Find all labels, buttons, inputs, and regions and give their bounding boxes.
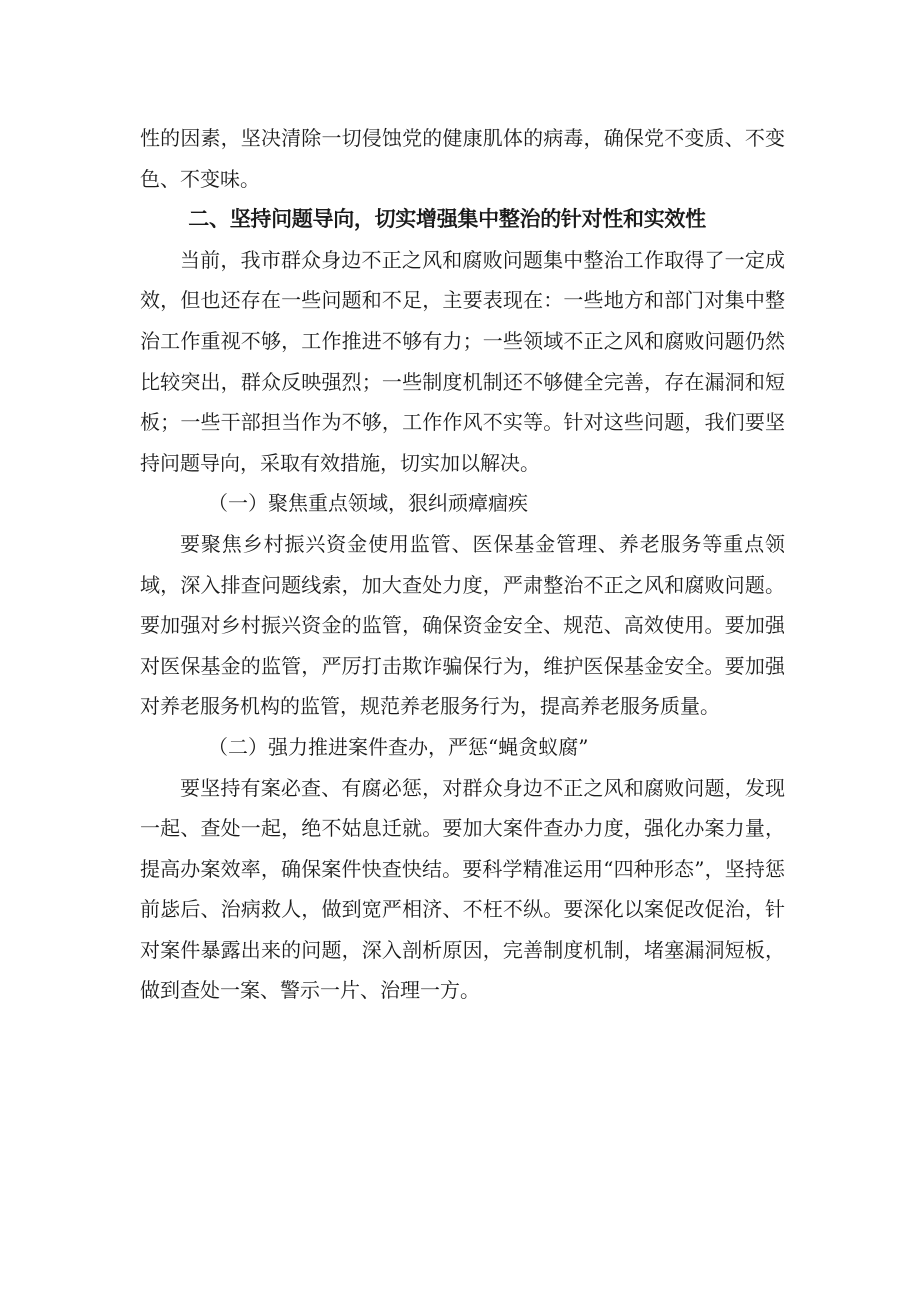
paragraph-continued: 性的因素，坚决清除一切侵蚀党的健康肌体的病毒，确保党不变质、不变色、不变味。 bbox=[140, 126, 785, 191]
paragraph-key-areas: 要聚焦乡村振兴资金使用监管、医保基金管理、养老服务等重点领域，深入排查问题线索，加大查处力度，严肃整治不正之风和腐败问题。要加强对乡村振兴资金的监管，确保资金安全、规范、高效使用。要加强对医保基金的监管，严厉打击欺诈骗保行为，维护医保基金安全。要加强对养老服务机构的监管，规范养老服务行为，提高养老服务质量。 bbox=[140, 531, 785, 719]
section-heading: 二、坚持问题导向，切实增强集中整治的针对性和实效性 bbox=[188, 207, 706, 232]
paragraph-case-handling: 要坚持有案必查、有腐必惩，对群众身边不正之风和腐败问题，发现一起、查处一起，绝不姑息迁就。要加大案件查办力度，强化办案力量，提高办案效率，确保案件快查快结。要科学精准运用“四种形态”，坚持惩前毖后、治病救人，做到宽严相济、不枉不纵。要深化以案促改促治，针对案件暴露出来的问题，深入剖析原因，完善制度机制，堵塞漏洞短板，做到查处一案、警示一片、治理一方。 bbox=[140, 775, 785, 1003]
subheading-case-handling: （二）强力推进案件查办，严惩“蝇贪蚁腐” bbox=[208, 734, 589, 759]
paragraph-current-situation: 当前，我市群众身边不正之风和腐败问题集中整治工作取得了一定成效，但也还存在一些问题和不足，主要表现在：一些地方和部门对集中整治工作重视不够，工作推进不够有力；一些领域不正之风和腐败问题仍然比较突出，群众反映强烈；一些制度机制还不够健全完善，存在漏洞和短板；一些干部担当作为不够，工作作风不实等。针对这些问题，我们要坚持问题导向，采取有效措施，切实加以解决。 bbox=[140, 247, 785, 475]
document-body bbox=[140, 118, 785, 1011]
subheading-key-areas: （一）聚焦重点领域，狠纠顽瘴痼疾 bbox=[208, 491, 528, 516]
